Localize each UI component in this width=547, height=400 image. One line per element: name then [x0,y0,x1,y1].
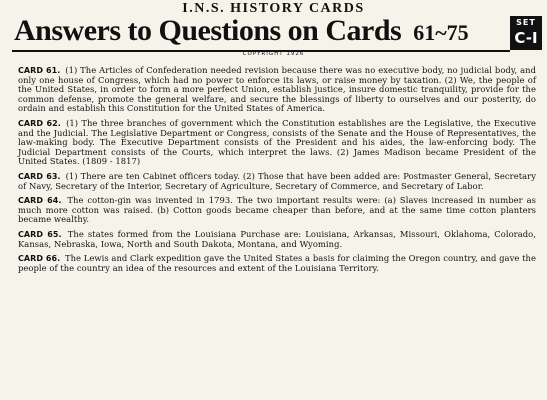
set-badge [510,16,542,50]
badge-set-label: SET [516,18,536,27]
answer-card-64 [18,196,536,225]
answers-list [18,66,536,278]
answer-card-63 [18,172,536,191]
title-text: Answers to Questions on Cards [14,14,402,47]
answer-label: CARD 62. [18,118,61,128]
copyright-notice: COPYRIGHT 1926 [242,51,305,57]
answer-text: The states formed from the Louisiana Purchase are: Louisiana, Arkansas, Missouri, Oklahoma, Colorado, Kansas, Nebraska, Iowa, North and South Dakota, Montana, and Wyoming. [18,228,536,249]
answer-card-61 [18,66,536,114]
card-title [14,15,469,49]
answer-text: (1) There are ten Cabinet officers today. (2) Those that have been added are: Postmaster General, Secretary of Navy, Secretary of the Interior, Secretary of Agriculture, Secretary of Commerce, and Secretary of Labor. [18,170,536,191]
card-series-heading: I.N.S. HISTORY CARDS [182,1,365,16]
answer-text: (1) The Articles of Confederation needed revision because there was no executive body, no judicial body, and only one house of Congress, which had no power to enforce its laws, or raise money by taxation. (2) We, the people of the United States, in order to form a more perfect Union, establish justice, insure domestic tranquility, provide for the common defense, promote the general welfare, and secure the blessings of liberty to ourselves and our posterity, do ordain and establish this Constitution for the United States of America. [18,65,536,114]
answer-label: CARD 64. [18,196,62,206]
badge-set-code: C-I [514,29,538,47]
answer-label: CARD 61. [18,66,61,75]
answer-card-65 [18,230,536,249]
answer-text: The cotton-gin was invented in 1793. The two important results were: (a) Slaves increased in number as much more cotton was raised. (b) Cotton goods became cheaper than before, and at the same time cotton planters became wealthy. [18,195,536,225]
answer-label: CARD 65. [18,229,62,239]
answer-text: (1) The three branches of government which the Constitution establishes are the Legislative, the Executive and the Judicial. The Legislative Department or Congress, consists of the Senate and the House of Representatives, the law-making body. The Executive Department consists of the President and his aides, the law-enforcing body. The Judicial Department consists of the Courts, which interpret the laws. (2) James Madison became President of the United States. (1809 - 1817) [18,117,536,167]
answer-card-62 [18,119,536,167]
card-range: 61~75 [413,20,469,45]
answer-label: CARD 66. [18,254,61,264]
answer-card-66 [18,254,536,273]
answer-label: CARD 63. [18,171,61,181]
answer-text: The Lewis and Clark expedition gave the United States a basis for claiming the Oregon country, and gave the people of the country an idea of the resources and extent of the Louisiana Territory. [18,253,536,273]
